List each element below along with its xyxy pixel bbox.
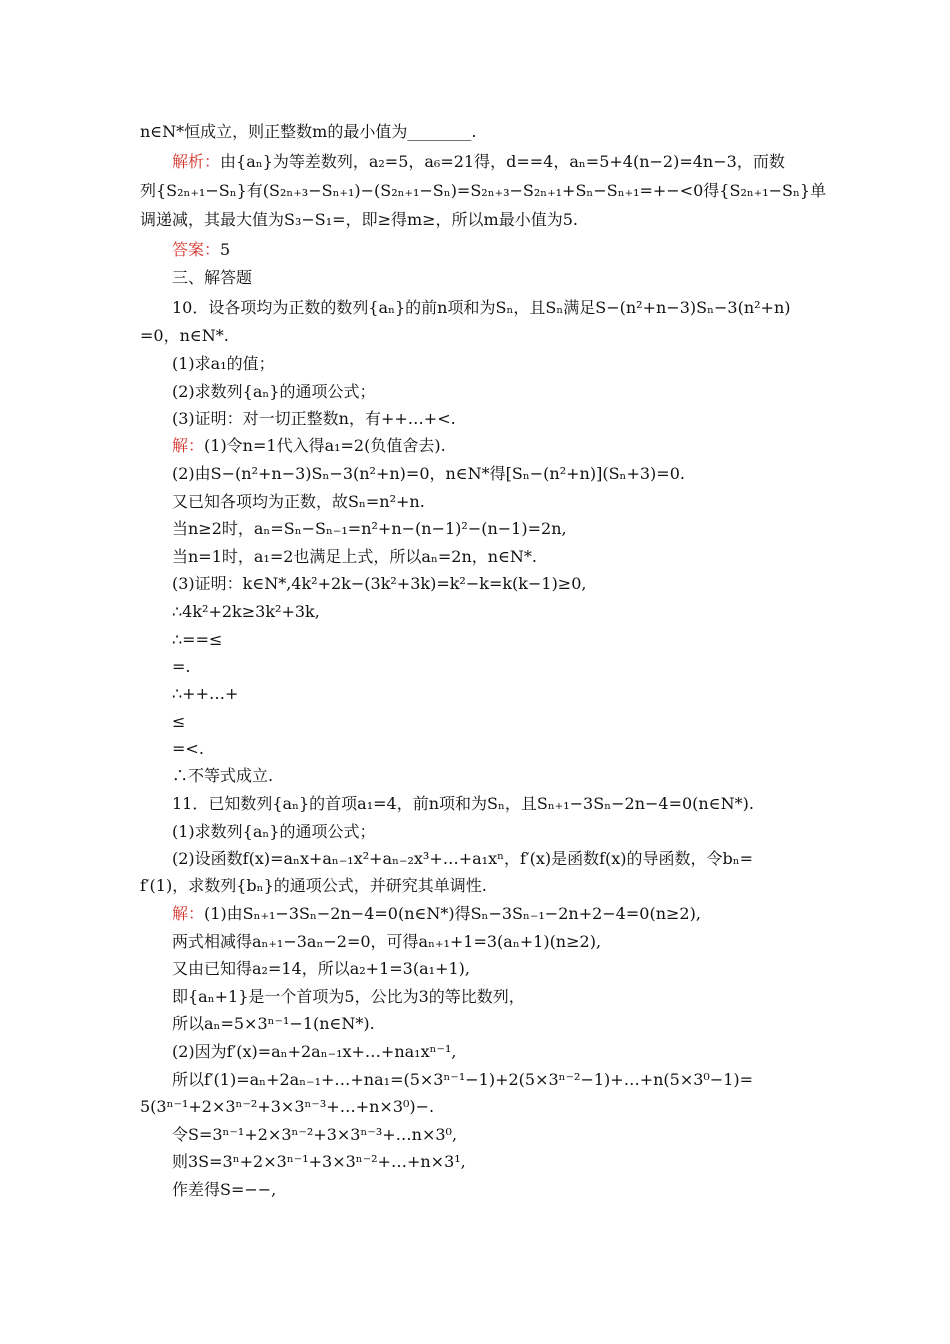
question-11: 11．已知数列{aₙ}的首项a₁=4，前n项和为Sₙ，且Sₙ₊₁−3Sₙ−2n−4=0(n∈N*). bbox=[172, 794, 754, 813]
text-line: f′(1)，求数列{bₙ}的通项公式，并研究其单调性. bbox=[140, 876, 487, 895]
text-line: ∴==≤ bbox=[172, 630, 223, 649]
text-line: 调递减，其最大值为S₃−S₁=，即≥得m≥，所以m最小值为5. bbox=[140, 210, 578, 229]
analysis-line: 解析：由{aₙ}为等差数列，a₂=5，a₆=21得，d==4，aₙ=5+4(n−2)=4n−3，而数 bbox=[172, 152, 785, 171]
text-line: 5(3ⁿ⁻¹+2×3ⁿ⁻²+3×3ⁿ⁻³+…+n×3⁰)−. bbox=[140, 1097, 435, 1116]
text-line: (1)求数列{aₙ}的通项公式； bbox=[172, 822, 376, 841]
text-line: (3)证明：k∈N*,4k²+2k−(3k²+3k)=k²−k=k(k−1)≥0, bbox=[172, 574, 587, 593]
text-line: ∴4k²+2k≥3k²+3k, bbox=[172, 602, 320, 621]
text-line: 令S=3ⁿ⁻¹+2×3ⁿ⁻²+3×3ⁿ⁻³+…n×3⁰, bbox=[172, 1125, 458, 1144]
text-line: =<. bbox=[172, 739, 204, 758]
answer-line: 答案：5 bbox=[172, 240, 231, 259]
question-10: 10．设各项均为正数的数列{aₙ}的前n项和为Sₙ，且Sₙ满足S−(n²+n−3)Sₙ−3(n²+n) bbox=[172, 298, 791, 317]
solution-line: 解：(1)令n=1代入得a₁=2(负值舍去). bbox=[172, 436, 446, 455]
text-line: (2)因为f′(x)=aₙ+2aₙ₋₁x+…+na₁xⁿ⁻¹, bbox=[172, 1042, 457, 1061]
text-line: 所以aₙ=5×3ⁿ⁻¹−1(n∈N*). bbox=[172, 1014, 375, 1033]
text-line: n∈N*恒成立，则正整数m的最小值为________. bbox=[140, 122, 477, 141]
text-line: =. bbox=[172, 657, 191, 676]
answer-label: 答案： bbox=[172, 240, 221, 259]
text-line: ∴不等式成立. bbox=[172, 766, 274, 785]
text-line: ≤ bbox=[172, 712, 186, 731]
text-line: 两式相减得aₙ₊₁−3aₙ−2=0，可得aₙ₊₁+1=3(aₙ+1)(n≥2), bbox=[172, 932, 602, 951]
text-line: 当n=1时，a₁=2也满足上式，所以aₙ=2n，n∈N*. bbox=[172, 547, 538, 566]
text-line: 当n≥2时，aₙ=Sₙ−Sₙ₋₁=n²+n−(n−1)²−(n−1)=2n, bbox=[172, 519, 567, 538]
text-line: (1)求a₁的值； bbox=[172, 354, 275, 373]
text-line: (3)证明：对一切正整数n，有++…+<. bbox=[172, 409, 456, 428]
text-line: =0，n∈N*. bbox=[140, 326, 229, 345]
text-line: 作差得S=−−, bbox=[172, 1180, 277, 1199]
text-line: 则3S=3ⁿ+2×3ⁿ⁻¹+3×3ⁿ⁻²+…+n×3¹, bbox=[172, 1152, 466, 1171]
text-line: 列{S₂ₙ₊₁−Sₙ}有(S₂ₙ₊₃−Sₙ₊₁)−(S₂ₙ₊₁−Sₙ)=S₂ₙ₊₃−S₂ₙ₊₁+Sₙ−Sₙ₊₁=+−<0得{S₂ₙ₊₁−Sₙ}单 bbox=[140, 181, 827, 200]
analysis-label: 解析： bbox=[172, 152, 221, 171]
text-line: 所以f′(1)=aₙ+2aₙ₋₁+…+na₁=(5×3ⁿ⁻¹−1)+2(5×3ⁿ⁻²−1)+…+n(5×3⁰−1)= bbox=[172, 1070, 754, 1089]
solution-label: 解： bbox=[172, 436, 205, 455]
solution-label: 解： bbox=[172, 904, 205, 923]
text-line: 即{aₙ+1}是一个首项为5，公比为3的等比数列， bbox=[172, 987, 525, 1006]
text-line: 又由已知得a₂=14，所以a₂+1=3(a₁+1), bbox=[172, 959, 470, 978]
text-line: (2)由S−(n²+n−3)Sₙ−3(n²+n)=0，n∈N*得[Sₙ−(n²+n)](Sₙ+3)=0. bbox=[172, 464, 685, 483]
text-line: (2)求数列{aₙ}的通项公式； bbox=[172, 382, 376, 401]
solution-line: 解：(1)由Sₙ₊₁−3Sₙ−2n−4=0(n∈N*)得Sₙ−3Sₙ₋₁−2n+2−4=0(n≥2), bbox=[172, 904, 701, 923]
text-line: ∴++…+ bbox=[172, 684, 239, 703]
text-line: 又已知各项均为正数，故Sₙ=n²+n. bbox=[172, 492, 425, 511]
text-line: (2)设函数f(x)=aₙx+aₙ₋₁x²+aₙ₋₂x³+…+a₁xⁿ，f′(x)是函数f(x)的导函数，令bₙ= bbox=[172, 849, 754, 868]
section-heading: 三、解答题 bbox=[172, 268, 253, 287]
